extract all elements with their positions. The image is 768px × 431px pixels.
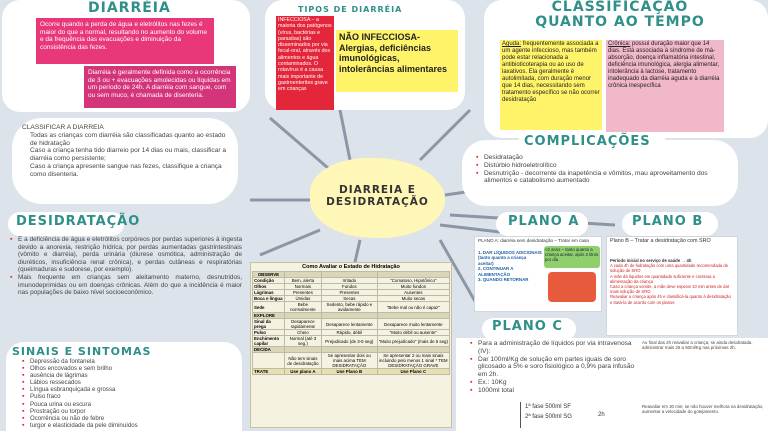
plano-a-steps <box>478 250 542 308</box>
sinais-item: ▪ Lábios ressecados <box>24 379 240 386</box>
plano-a-note: <2 anos – tanto quanto a criança aceitar, após 2 litros por dia <box>544 246 600 268</box>
plano-c-title: PLANO C <box>492 319 563 334</box>
center-title-line2: DESIDRATAÇÃO <box>326 196 429 208</box>
table-row <box>253 319 450 330</box>
table-row <box>253 302 450 313</box>
hidratacao-table <box>250 262 452 428</box>
table-row <box>253 296 450 302</box>
plano-b-item: A mãe dá líquidos em quantidade suficiente e continua a alimentação da criança <box>610 273 715 284</box>
table-cell: Úmidas <box>284 296 321 302</box>
classificar-heading: CLASSIFICAR A DIARRÉIA <box>22 124 104 131</box>
table-cell: Irritado <box>322 278 378 284</box>
table-header-cell: OBSERVE <box>253 272 285 278</box>
table-cell: Condição <box>253 278 285 284</box>
table-cell: Presentes <box>284 290 321 296</box>
table-cell: Desaparece muito lentamente <box>377 319 449 330</box>
table-cell: Fundos <box>322 284 378 290</box>
table-cell: EXPLORE <box>253 313 285 319</box>
sinais-item: ▪ Depressão da fontanela <box>24 358 240 365</box>
plano-a-caption: PLANO A: diarréia sem desidratação – Tratar em casa <box>478 238 589 243</box>
sinais-title: SINAIS E SINTOMAS <box>12 345 152 358</box>
plano-c-item: ▪ Para a administração de líquidos por via intravenosa (IV): <box>472 340 640 356</box>
table-cell: Se apresentar dois ou mais acima TEM DESIDRATAÇÃO <box>322 353 378 369</box>
table-row <box>253 336 450 347</box>
cronica-box <box>606 40 724 132</box>
table-cell: Muito fundos <box>377 284 449 290</box>
complicacoes-item: ▪ Desnutrição - decorrente da inapetência e vômitos, mau aproveitamento dos alimentos e catabolismo aumentado <box>478 170 730 186</box>
table-cell: Se apresentar 2 ou mais sinais incluindo pelo menos 1 sinal * TEM DESIDRATAÇÃO GRAVE <box>379 353 448 368</box>
table-cell: Bem, alerta <box>284 278 321 284</box>
table-cell: DECIDA <box>253 347 285 353</box>
sinais-item: ▪ turgor e elasticidade da pele diminuídos <box>24 422 240 429</box>
table-cell: Sinal da prega <box>253 319 285 330</box>
table-cell: Boca e língua <box>254 296 283 301</box>
table-cell: Olhos <box>253 284 285 290</box>
complicacoes-title: COMPLICAÇÕES <box>524 134 651 149</box>
plano-b-caption: Plano B – Tratar a desidratação com SRO <box>610 238 711 244</box>
aguda-label: Aguda: <box>502 41 522 47</box>
table-cell: "Muito prejudicado" (mais de 5 seg) <box>377 336 449 347</box>
tipos-title: TIPOS DE DIARRÉIA <box>298 5 403 14</box>
table-cell: Enchimento capilar <box>253 336 285 347</box>
table-row <box>253 369 450 375</box>
aguda-text: frequentemente associada a um agente infeccioso, mas também pode estar relacionada a antibioticoterapia ou ao uso de laxativos. Ela geralmente é autolimitada, com duração menor que 14 dias, necessitando sem tratamento específico se não ocorrer desidratação <box>502 41 600 103</box>
table-cell: "Bebe mal ou não é capaz" <box>377 302 449 313</box>
table-cell: "Muito débil ou ausente" <box>377 330 449 336</box>
table-cell: Cheio <box>284 330 321 336</box>
plano-b-item: Período inicial no serviço de saúde → 4h <box>610 258 692 263</box>
table-cell: Não tem sinais de desidratação <box>284 353 321 369</box>
desidratacao-title: DESIDRATAÇÃO <box>16 214 141 229</box>
plano-b-item: A cada 4h de hidratação com uma quantidade recomendada de solução de SRO <box>610 263 729 274</box>
classificar-item: Todas as crianças com diarréia são classificadas quanto ao estado de hidratação <box>30 131 226 147</box>
center-title-line1: DIARREIA E <box>339 184 416 196</box>
plano-a-step: 2. CONTINUAR A ALIMENTAÇÃO <box>478 266 514 277</box>
table-cell: Pulso <box>253 330 285 336</box>
sinais-item: ▪ Prostração ou torpor <box>24 408 240 415</box>
table-cell <box>253 353 285 369</box>
plano-c-fase-2: 2ª fase 500ml SG <box>525 414 572 420</box>
table-cell: Prejudicado (de 3-5 seg) <box>322 336 378 347</box>
center-title <box>310 184 445 208</box>
plano-c-note-1: Ao final das 2h reavaliar a criança; se ainda desidratada, administrar mais 25 a 50ml/Kg nas próximas 2h. <box>642 340 753 351</box>
sinais-item: ▪ Pouca urina ou escura <box>24 401 240 408</box>
table-cell: Secas <box>322 296 378 302</box>
table-caption: Como Avaliar o Estado de Hidratação <box>302 264 400 270</box>
sinais-item: ▪ Língua esbranquiçada e grossa <box>24 386 240 393</box>
desidratacao-list <box>2 236 242 340</box>
tipos-infecciosa: INFECCIOSA – a maioria dos patógenos (vírus, bactérias e parasitas) são disseminados por via fecal-oral, através dos alimentos e água contaminados. O rotavírus é a causa mais importante de gastroenterites grave em crianças <box>276 16 334 110</box>
plano-c-fase-1: 1ª fase 500ml SF <box>525 404 571 410</box>
table-body <box>252 271 450 375</box>
plano-b-item: Caso a criança vomite, a mãe deve esperar 10 min antes de dar mais solução de SRO <box>610 284 730 295</box>
plano-c-note-2: Reavaliar em 30 min; se não houver melhora na desidratação, aumentar a velocidade do gotejamento. <box>642 404 764 415</box>
table-cell: TRATE <box>253 369 285 375</box>
classificacao-tempo-title-line2: QUANTO AO TEMPO <box>535 14 705 30</box>
table-cell: Desaparece lentamente <box>322 319 378 330</box>
diarreia-definition-2: Diarréia é geralmente definida como a ocorrência de 3 ou + evacuações amolecidas ou líquidas em um período de 24h. A diarréia com sangue, com ou sem muco, é chamada de disenteria. <box>84 66 236 108</box>
plano-a-step: 1. DAR LÍQUIDOS ADICIONAIS (tanto quanto a criança aceitar) <box>478 250 542 266</box>
table-cell: Ausentes <box>377 290 449 296</box>
classificar-list <box>22 124 234 200</box>
plano-b-list <box>610 258 734 334</box>
plano-b-item: Reavaliar a criança após 4h e classificá-la quanto à desidratação e tratá-la de acordo com os planos <box>610 294 731 305</box>
plano-a-title: PLANO A <box>508 214 580 229</box>
classificar-item: Caso a criança tenha tido diarreio por 14 dias ou mais, classificar a diarréia como persistente; <box>30 147 227 163</box>
complicacoes-list <box>468 154 730 204</box>
cronica-label: Crônica: <box>608 41 631 47</box>
table-cell: Lágrimas <box>253 290 285 296</box>
plano-c-item: ▪ 1000ml total <box>472 387 640 395</box>
plano-b-title: PLANO B <box>632 214 704 229</box>
table-cell: Desaparece rapidamente <box>284 319 321 330</box>
classificacao-tempo-title-line1: CLASSIFICAÇÃO <box>551 0 689 15</box>
table-row <box>253 353 450 369</box>
plano-a-arrow-shape <box>548 272 596 302</box>
sinais-item: ▪ Ocorrência ou não de febre <box>24 415 240 422</box>
desidratacao-item: ▪ Mais frequente em crianças sem aleitamento materno, desnutridos, imunodeprimidas ou em doenças crônicas. Além do que a incidência é maior nas populações de baixo nível socioeconômico. <box>12 274 242 297</box>
complicacoes-item: ▪ Distúrbio hidroeletrolítico <box>478 162 730 170</box>
sinais-item: ▪ ausência de lágrimas <box>24 372 240 379</box>
table-cell: Rápido, débil <box>322 330 378 336</box>
tipos-nao-infecciosa: NÃO INFECCIOSA- Alergias, deficiências imunológicas, intolerâncias alimentares <box>336 30 458 92</box>
classificacao-tempo-title <box>520 0 720 30</box>
table-cell: Use Plano B <box>322 369 378 375</box>
table-cell: Normal (até 3 seg.) <box>284 336 321 347</box>
table-cell: Bebe normalmente <box>284 302 321 313</box>
diarreia-title: DIARRÉIA <box>88 0 171 16</box>
plano-c-item: ▪ Dar 100ml/Kg de solução em partes iguais de soro glicosado a 5% e soro fisiológico a 0,9% para infusão em 2h. <box>472 356 640 379</box>
classificar-item: Caso a criança apresente sangue nas fezes, classifique a criança como disenteria. <box>30 162 222 178</box>
table-cell: Sede <box>253 302 285 313</box>
table-cell: Use Plano C <box>377 369 449 375</box>
sinais-item: ▪ Pulso fraco <box>24 393 240 400</box>
sinais-item: ▪ Olhos encovados e sem brilho <box>24 365 240 372</box>
plano-c-item: ▪ Ex.: 10Kg <box>472 379 640 387</box>
table-cell: Presentes <box>322 290 378 296</box>
table-cell: Normais <box>284 284 321 290</box>
plano-c-fase-time: 2h <box>598 412 605 418</box>
complicacoes-item: ▪ Desidratação <box>478 154 730 162</box>
diarreia-definition: Ocorre quando a perda de água e eletrólitos nas fezes é maior do que a normal, resultando no aumento do volume e da frequência das evacuações e diminuição da consistência das fezes. <box>36 18 214 64</box>
table-cell: Muito secas <box>377 296 449 302</box>
aguda-box <box>500 40 602 130</box>
table-cell: "Comatoso, Hipotônico" <box>377 278 449 284</box>
cronica-text: possui duração maior que 14 dias. Está associada à síndrome de má-absorção, doença inflamatória intestinal, deficiência imunológica, alergia alimentar, intolerância à lactose, tratamento inadequado da diarréia aguda e à diarréia crônica inespecífica <box>608 41 720 89</box>
desidratacao-item: ▪ É a deficiência de água e eletrólitos corpóreos por perdas superiores à ingesta devido a anorexia, restrição hídrica, por perdas aumentadas gastrintestinais (vômito e diarréia), perda urinária (diurese osmótica, administração de diuréticos, insuficiência renal crônica), e perdas cutâneas e respiratórias (queimaduras e sudorese, por exemplo). <box>12 236 242 274</box>
table-cell: Sedento, bebe rápido e avidamente <box>322 302 378 313</box>
plano-a-step: 3. QUANDO RETORNAR <box>478 277 529 283</box>
sinais-list <box>14 358 240 431</box>
table-cell: Use plano A <box>284 369 321 375</box>
